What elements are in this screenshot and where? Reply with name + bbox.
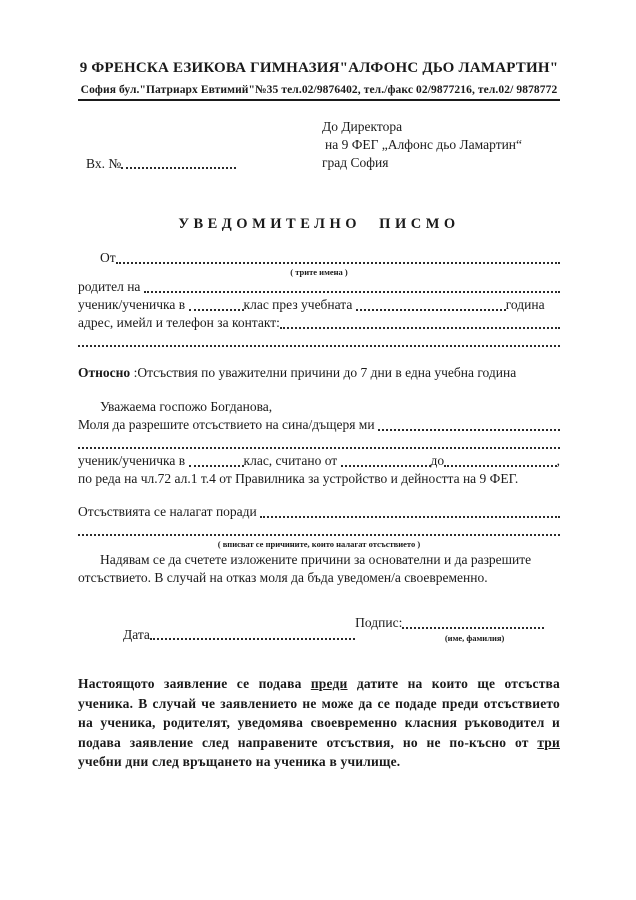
- legal-basis-text: по реда на чл.72 ал.1 т.4 от Правилника за устройство и дейността на 9 ФЕГ.: [78, 471, 519, 486]
- period-from-label: клас, считано от: [243, 453, 341, 468]
- class-field: [189, 309, 244, 311]
- letterhead: [78, 60, 560, 101]
- date-line: [123, 614, 355, 643]
- contact-line: [78, 314, 560, 332]
- salutation-line: [78, 398, 560, 416]
- school-name: 9 ФРЕНСКА ЕЗИКОВА ГИМНАЗИЯ"АЛФОНС ДЬО ЛАМАРТИН": [79, 60, 559, 76]
- child-name-line-2: [78, 434, 560, 452]
- from-label: От: [100, 250, 116, 265]
- reason-field-2: [78, 534, 560, 536]
- from-line: [78, 249, 560, 267]
- child-name-field: [378, 429, 560, 431]
- reason-field: [260, 516, 560, 518]
- period-class-field: [189, 465, 244, 467]
- contact-field-2: [78, 345, 560, 347]
- parent-field: [144, 291, 560, 293]
- signature-block: [355, 614, 548, 643]
- addressee-line-director: До Директора: [322, 119, 403, 134]
- school-year-field: [356, 309, 506, 311]
- subject-text: :Отсъствия по уважителни причини до 7 дни в една учебна година: [130, 365, 517, 380]
- addressee-line-city: град София: [322, 155, 389, 170]
- contact-label: адрес, имейл и телефон за контакт:: [78, 315, 280, 330]
- signature-field: [402, 627, 544, 629]
- addressee-line-school: на 9 ФЕГ „Алфонс дьо Ламартин“: [325, 137, 523, 152]
- sender-section: [78, 249, 560, 350]
- parent-line: [78, 278, 560, 296]
- signature-section: [78, 614, 560, 643]
- period-student-label: ученик/ученичка в: [78, 453, 189, 468]
- period-line: [78, 452, 560, 470]
- signature-note: (име, фамилия): [444, 633, 505, 643]
- reason-line-2: [78, 521, 560, 539]
- legal-basis-line: [78, 470, 560, 488]
- reason-label: Отсъствията се налагат поради: [78, 504, 261, 519]
- period-comma: ,: [556, 453, 560, 468]
- reason-section: [78, 503, 560, 587]
- signature-line: [355, 614, 548, 632]
- salutation-text: Уважаема госпожо Богданова,: [100, 399, 273, 414]
- from-field: [116, 262, 560, 264]
- period-to-field: [444, 465, 556, 467]
- subject-label: Относно: [78, 365, 131, 380]
- period-from-field: [341, 465, 431, 467]
- request-line: [78, 416, 560, 434]
- year-suffix-label: година: [505, 297, 545, 312]
- incoming-number-label: Вх. №: [86, 156, 122, 171]
- school-address: София бул."Патриарх Евтимий"№35 тел.02/9876402, тел./факс 02/9877216, тел.02/ 9878772: [80, 84, 558, 96]
- reference-section: [78, 118, 560, 172]
- footer-instructions: Настоящото заявление се подава преди датите на които ще отсъства ученика. В случай че заявлението не може да се подаде преди отсъствието на ученика, родителят, уведомява своевременно класния ръководител и подава заявление след направените отсъствия, но не по-късно от три учебни дни след връщането на ученика в училище.: [78, 676, 560, 769]
- student-label: ученик/ученичка в: [78, 297, 189, 312]
- letter-title: УВЕДОМИТЕЛНО ПИСМО: [178, 216, 460, 232]
- child-name-field-2: [78, 447, 560, 449]
- date-label: Дата: [123, 627, 150, 642]
- contact-line-2: [78, 332, 560, 350]
- student-class-line: [78, 296, 560, 314]
- incoming-number-line: [86, 118, 301, 172]
- reason-note: ( вписват се причините, които налагат отсъствието ): [217, 539, 421, 549]
- period-to-label: до: [430, 453, 445, 468]
- closing-paragraph: Надявам се да счетете изложените причини за основателни и да разрешите отсъствието. В случай на отказ моля да бъда уведомен/а своевременно.: [78, 552, 532, 585]
- reason-line: [78, 503, 560, 521]
- school-year-label: клас през учебната: [243, 297, 356, 312]
- request-label: Моля да разрешите отсъствието на сина/дъщеря ми: [78, 417, 378, 432]
- addressee-block: [322, 118, 550, 172]
- date-field: [150, 638, 355, 640]
- request-section: [78, 398, 560, 488]
- contact-field: [280, 327, 560, 329]
- incoming-number-field: [121, 167, 236, 169]
- signature-label: Подпис:: [355, 615, 403, 630]
- parent-label: родител на: [78, 279, 144, 294]
- three-names-note: ( трите имена ): [290, 267, 348, 277]
- letterhead-rule: [78, 99, 560, 101]
- subject-line: [78, 365, 560, 381]
